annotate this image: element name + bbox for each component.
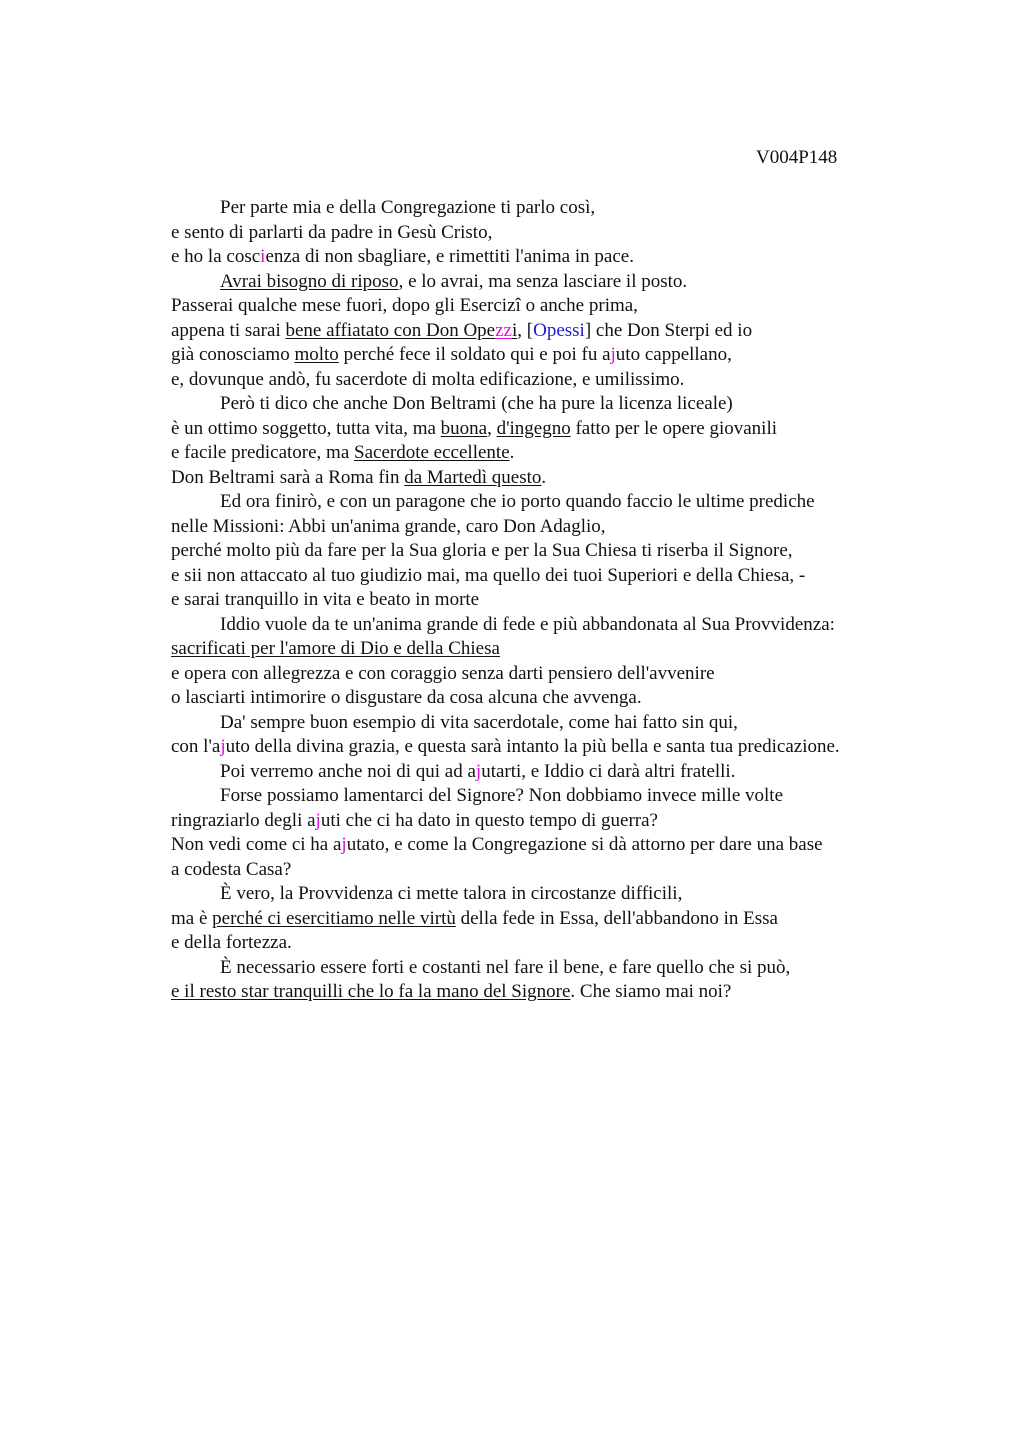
- text-line: [171, 784, 971, 809]
- text-line: [171, 588, 971, 613]
- text-segment: perché molto più da fare per la Sua gloria e per la Sua Chiesa ti riserba il Signore,: [171, 540, 793, 561]
- text-segment: e sento di parlarti da padre in Gesù Cristo,: [171, 221, 493, 243]
- text-segment: e sii non attaccato al tuo giudizio mai, ma quello dei tuoi Superiori e della Chiesa, -: [171, 564, 806, 586]
- text-line: [171, 686, 971, 711]
- text-segment: a codesta Casa?: [171, 858, 292, 880]
- text-segment: perché ci esercitiamo nelle virtù: [212, 907, 456, 929]
- text-segment: nelle Missioni: Abbi un'anima grande, caro Don Adaglio,: [171, 515, 606, 537]
- text-line: [171, 809, 971, 834]
- text-line: [171, 294, 971, 319]
- text-segment: Avrai bisogno di riposo: [220, 270, 399, 292]
- text-segment: Passerai qualche mese fuori, dopo gli Esercizî: [171, 295, 521, 316]
- text-segment: È necessario essere forti e costanti nel fare il bene, e fare quello che si può,: [220, 956, 791, 978]
- text-segment: zz: [495, 319, 512, 341]
- text-line: [171, 466, 971, 491]
- text-line: [171, 221, 971, 246]
- text-segment: uti che ci ha dato in questo tempo di guerra?: [320, 809, 658, 831]
- text-line: [171, 245, 971, 270]
- text-segment: e facile predicatore, ma: [171, 442, 355, 463]
- text-segment: j: [220, 736, 226, 757]
- text-segment: Don Beltrami sarà a Roma fin: [171, 466, 405, 488]
- text-line: [171, 441, 971, 466]
- text-segment: Però ti dico che anche Don Beltrami (che ha pure la licenza liceale): [220, 393, 733, 414]
- text-segment: o anche prima,: [520, 295, 638, 316]
- text-segment: e ho la cosc: [171, 246, 261, 267]
- text-line: [171, 196, 971, 221]
- text-segment: ringraziarlo degli a: [171, 809, 316, 831]
- text-segment: da Martedì questo: [404, 466, 542, 488]
- text-segment: è un ottimo soggetto, tutta vita, ma: [171, 417, 441, 439]
- text-segment: utarti, e Iddio ci darà altri fratelli.: [481, 760, 736, 782]
- text-segment: e, dovunque andò, fu sacerdote di molta edificazione, e umilissimo.: [171, 368, 685, 390]
- text-segment: ] che Don Sterpi ed io: [584, 319, 753, 341]
- text-segment: uto della divina grazia, e questa sarà intanto la più bella e santa tua predicazione.: [225, 736, 840, 757]
- text-segment: già conosciamo: [171, 344, 295, 365]
- text-segment: e opera con allegrezza e con coraggio senza darti pensiero dell'avvenire: [171, 662, 715, 684]
- letter-body: [171, 196, 971, 1005]
- text-segment: i: [260, 246, 266, 267]
- text-line: [171, 343, 971, 368]
- text-segment: perché fece il soldato qui e poi fu a: [338, 344, 611, 365]
- text-segment: , e lo avrai, ma senza lasciare il posto.: [398, 270, 688, 292]
- text-segment: uto cappellano,: [615, 344, 732, 365]
- text-line: [171, 882, 971, 907]
- text-line: [171, 515, 971, 540]
- text-segment: appena ti sarai: [171, 319, 286, 341]
- page-identifier: V004P148: [756, 147, 838, 168]
- text-segment: buona: [440, 417, 488, 439]
- text-line: [171, 711, 971, 736]
- text-line: [171, 539, 971, 564]
- text-segment: e il resto star tranquilli che lo fa la mano del Signore: [171, 981, 571, 1002]
- text-segment: Iddio vuole da te un'anima grande di fede e più abbandonata al Sua Provvidenza:: [220, 613, 835, 635]
- text-segment: i: [511, 319, 518, 341]
- text-segment: Non vedi come ci ha a: [171, 834, 342, 855]
- text-segment: . Che siamo mai noi?: [570, 981, 732, 1002]
- text-line: [171, 662, 971, 687]
- text-segment: della fede in Essa, dell'abbandono in Essa: [455, 907, 778, 929]
- text-segment: j: [610, 344, 616, 365]
- text-segment: d'ingegno: [496, 417, 571, 439]
- text-segment: Poi verremo anche noi di qui ad a: [220, 760, 476, 782]
- text-line: [171, 907, 971, 932]
- text-segment: Forse possiamo lamentarci del Signore? Non dobbiamo invece mille volte: [220, 785, 784, 806]
- text-line: [171, 833, 971, 858]
- text-line: [171, 613, 971, 638]
- text-line: [171, 735, 971, 760]
- text-segment: È vero, la Provvidenza ci mette talora in circostanze difficili,: [220, 883, 683, 904]
- text-line: [171, 319, 971, 344]
- text-line: [171, 270, 971, 295]
- text-segment: Sacerdote eccellente: [354, 442, 510, 463]
- text-segment: bene affiatato con Don Ope: [285, 319, 496, 341]
- text-segment: fatto per le opere giovanili: [570, 417, 778, 439]
- text-line: [171, 858, 971, 883]
- text-line: [171, 931, 971, 956]
- text-segment: con l'a: [171, 736, 221, 757]
- text-segment: sacrificati per l'amore di Dio e della Chiesa: [171, 638, 500, 659]
- text-segment: e sarai tranquillo in vita e beato in morte: [171, 589, 480, 610]
- text-line: [171, 417, 971, 442]
- text-segment: j: [475, 760, 482, 782]
- text-segment: Per parte mia e della Congregazione ti parlo così,: [220, 197, 596, 218]
- text-segment: j: [341, 834, 347, 855]
- text-line: [171, 956, 971, 981]
- text-segment: Opessi: [533, 319, 585, 341]
- text-segment: ,: [487, 417, 497, 439]
- text-segment: j: [315, 809, 321, 831]
- text-segment: utato, e come la Congregazione si dà attorno per dare una base: [346, 834, 823, 855]
- text-line: [171, 637, 971, 662]
- text-segment: e della fortezza.: [171, 932, 292, 953]
- text-line: [171, 564, 971, 589]
- text-segment: Da' sempre buon esempio di vita sacerdotale, come hai fatto sin qui,: [220, 711, 738, 733]
- text-line: [171, 392, 971, 417]
- text-segment: .: [509, 442, 515, 463]
- text-segment: o lasciarti intimorire o disgustare da cosa alcuna che avvenga.: [171, 687, 642, 708]
- text-segment: enza di non sbagliare, e rimettiti l'anima in pace.: [265, 246, 634, 267]
- text-line: [171, 368, 971, 393]
- text-line: [171, 760, 971, 785]
- text-segment: , [: [517, 319, 534, 341]
- text-segment: ma è: [171, 907, 213, 929]
- text-line: [171, 980, 971, 1005]
- text-line: [171, 490, 971, 515]
- text-segment: .: [541, 466, 547, 488]
- text-segment: molto: [294, 344, 339, 365]
- text-segment: Ed ora finirò, e con un paragone che io porto quando faccio le ultime prediche: [220, 491, 815, 512]
